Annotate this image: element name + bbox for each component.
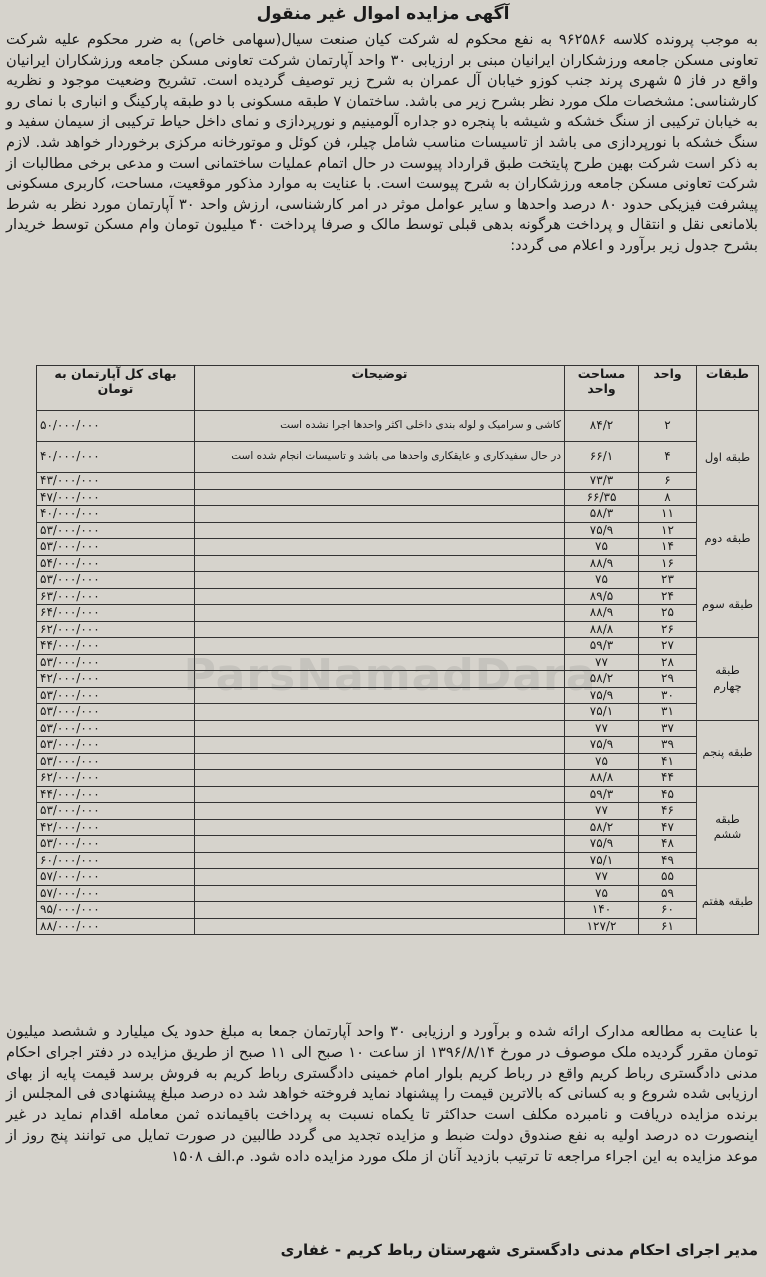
header-unit: واحد — [639, 366, 697, 411]
unit-area: ۷۷ — [565, 654, 639, 671]
unit-area: ۷۵/۱ — [565, 852, 639, 869]
unit-description — [195, 852, 565, 869]
unit-description — [195, 489, 565, 506]
unit-number: ۴۶ — [639, 803, 697, 820]
unit-number: ۳۷ — [639, 720, 697, 737]
table-row — [37, 753, 759, 770]
table-row — [37, 572, 759, 589]
unit-number: ۱۶ — [639, 555, 697, 572]
unit-description — [195, 687, 565, 704]
unit-area: ۸۸/۹ — [565, 605, 639, 622]
table-row — [37, 654, 759, 671]
floor-label: طبقه چهارم — [697, 638, 759, 721]
table-row — [37, 803, 759, 820]
unit-price: ۵۳/۰۰۰/۰۰۰ — [37, 803, 195, 820]
table-row — [37, 411, 759, 442]
table-row — [37, 852, 759, 869]
unit-description — [195, 555, 565, 572]
header-price: بهای کل آپارتمان به تومان — [37, 366, 195, 411]
closing-paragraph: با عنایت به مطالعه مدارک ارائه شده و برآورد و ارزیابی ۳۰ واحد آپارتمان جمعا به مبلغ حدود یک میلیارد و ششصد میلیون تومان مقرر گردیده ملک موصوف در مورخ ۱۳۹۶/۸/۱۴ از ساعت ۱۰ صبح الی ۱۱ صبح از طریق مزایده در دفتر اجرای احکام مدنی دادگستری رباط کریم واقع در رباط کریم بلوار امام خمینی دادگستری رباط کریم به فروش برسد قیمت پایه از بهای ارزیابی شده شروع و به کسانی که بالاترین قیمت را پیشنهاد نماید فروخته خواهد شد ده درصد مبلغ پیشنهادی فی المجلس از برنده مزایده دریافت و نامبرده مکلف است حداکثر تا یکماه نسبت به پرداخت باقیمانده ثمن معامله اقدام نماید در غیر اینصورت ده درصد اولیه به نفع صندوق دولت ضبط و مزایده تجدید می گردد طالبین در صورت تمایل می توانند پنج روز از موعد مزایده به این اجراء مراجعه تا ترتیب بازدید آنان از ملک مورد مزایده داده شود. م.الف ۱۵۰۸ — [6, 1023, 759, 1165]
unit-number: ۵۵ — [639, 869, 697, 886]
unit-number: ۴۴ — [639, 770, 697, 787]
unit-number: ۳۰ — [639, 687, 697, 704]
unit-description — [195, 819, 565, 836]
unit-description — [195, 588, 565, 605]
watermark-text: ParsNamadDara — [183, 650, 597, 701]
unit-area: ۵۹/۳ — [565, 786, 639, 803]
unit-number: ۵۹ — [639, 885, 697, 902]
unit-price: ۵۴/۰۰۰/۰۰۰ — [37, 555, 195, 572]
header-desc: توضیحات — [195, 366, 565, 411]
unit-description — [195, 918, 565, 935]
unit-price: ۵۷/۰۰۰/۰۰۰ — [37, 869, 195, 886]
unit-area: ۱۴۰ — [565, 902, 639, 919]
unit-description — [195, 506, 565, 523]
table-header-row — [37, 366, 759, 411]
floor-label: طبقه اول — [697, 411, 759, 506]
unit-description — [195, 539, 565, 556]
unit-number: ۶۰ — [639, 902, 697, 919]
unit-number: ۶۱ — [639, 918, 697, 935]
unit-area: ۷۵/۱ — [565, 704, 639, 721]
unit-number: ۲۴ — [639, 588, 697, 605]
unit-description — [195, 704, 565, 721]
table-row — [37, 704, 759, 721]
unit-price: ۴۴/۰۰۰/۰۰۰ — [37, 786, 195, 803]
table-body — [37, 411, 759, 935]
table-row — [37, 902, 759, 919]
unit-description — [195, 654, 565, 671]
table-row — [37, 539, 759, 556]
unit-area: ۸۴/۲ — [565, 411, 639, 442]
unit-price: ۸۸/۰۰۰/۰۰۰ — [37, 918, 195, 935]
unit-area: ۷۵ — [565, 539, 639, 556]
signature-line: مدیر اجرای احکام مدنی دادگستری شهرستان رباط کریم - غفاری — [280, 1241, 758, 1259]
floor-label: طبقه پنجم — [697, 720, 759, 786]
unit-description — [195, 803, 565, 820]
unit-description: در حال سفیدکاری و عایقکاری واحدها می باشد و تاسیسات انجام شده است — [195, 442, 565, 473]
unit-price: ۶۲/۰۰۰/۰۰۰ — [37, 621, 195, 638]
unit-description — [195, 770, 565, 787]
unit-price: ۵۳/۰۰۰/۰۰۰ — [37, 753, 195, 770]
unit-price: ۵۰/۰۰۰/۰۰۰ — [37, 411, 195, 442]
unit-price: ۵۳/۰۰۰/۰۰۰ — [37, 572, 195, 589]
table-row — [37, 489, 759, 506]
unit-price: ۴۴/۰۰۰/۰۰۰ — [37, 638, 195, 655]
table-row — [37, 555, 759, 572]
table-row — [37, 638, 759, 655]
unit-description — [195, 786, 565, 803]
unit-description — [195, 671, 565, 688]
unit-area: ۵۹/۳ — [565, 638, 639, 655]
unit-area: ۸۸/۸ — [565, 621, 639, 638]
unit-area: ۶۶/۳۵ — [565, 489, 639, 506]
floor-label: طبقه هفتم — [697, 869, 759, 935]
unit-price: ۴۷/۰۰۰/۰۰۰ — [37, 489, 195, 506]
table-row — [37, 506, 759, 523]
unit-number: ۲ — [639, 411, 697, 442]
unit-area: ۸۸/۸ — [565, 770, 639, 787]
floor-label: طبقه دوم — [697, 506, 759, 572]
unit-number: ۴۸ — [639, 836, 697, 853]
unit-number: ۴۵ — [639, 786, 697, 803]
floor-label: طبقه ششم — [697, 786, 759, 869]
unit-number: ۴ — [639, 442, 697, 473]
header-area: مساحت واحد — [565, 366, 639, 411]
unit-price: ۵۳/۰۰۰/۰۰۰ — [37, 522, 195, 539]
unit-price: ۵۳/۰۰۰/۰۰۰ — [37, 687, 195, 704]
unit-description — [195, 885, 565, 902]
table-row — [37, 473, 759, 490]
unit-description — [195, 836, 565, 853]
unit-number: ۲۷ — [639, 638, 697, 655]
unit-description — [195, 902, 565, 919]
unit-area: ۷۳/۳ — [565, 473, 639, 490]
table-row — [37, 588, 759, 605]
table-row — [37, 621, 759, 638]
unit-area: ۵۸/۲ — [565, 671, 639, 688]
unit-price: ۶۴/۰۰۰/۰۰۰ — [37, 605, 195, 622]
table-row — [37, 671, 759, 688]
unit-price: ۴۳/۰۰۰/۰۰۰ — [37, 473, 195, 490]
unit-description — [195, 720, 565, 737]
unit-price: ۵۳/۰۰۰/۰۰۰ — [37, 737, 195, 754]
unit-area: ۷۷ — [565, 720, 639, 737]
unit-area: ۷۷ — [565, 803, 639, 820]
table-row — [37, 836, 759, 853]
unit-price: ۴۲/۰۰۰/۰۰۰ — [37, 819, 195, 836]
unit-description — [195, 621, 565, 638]
unit-area: ۷۵/۹ — [565, 522, 639, 539]
unit-price: ۶۳/۰۰۰/۰۰۰ — [37, 588, 195, 605]
table-row — [37, 885, 759, 902]
unit-number: ۸ — [639, 489, 697, 506]
intro-paragraph: به موجب پرونده کلاسه ۹۶۲۵۸۶ به نفع محکوم له شرکت کیان صنعت سیال(سهامی خاص) به ضرر محکوم علیه شرکت تعاونی مسکن جامعه ورزشکاران ایرانیان مبنی بر ارزیابی ۳۰ واحد آپارتمان شرکت تعاونی مسکن جامعه ورزشکاران ایرانیان واقع در فاز ۵ شهری پرند جنب کوزو خیابان آل عمران به شرح زیر توصیف گردیده است. تشریح وضعیت موجود و نظریه کارشناسی: مشخصات ملک مورد نظر بشرح زیر می باشد. ساختمان ۷ طبقه مسکونی با دو طبقه پارکینگ و انباری با نمای رو به خیابان ترکیبی از سنگ خشکه و شیشه با پنجره دو جداره آلومینیم و نورپردازی و نمای داخل حیاط ترکیبی از سیمان سفید و سنگ خشکه با نورپردازی می باشد از تاسیسات مناسب شامل چیلر، فن کوئل و موتورخانه مرکزی برخوردار خواهد شد. لازم به ذکر است شرکت بهین طرح پایتخت طبق قرارداد پیوست در حال اتمام عملیات ساختمانی است و مدعی برخی مطالبات از شرکت تعاونی مسکن جامعه ورزشکاران به شرح پیوست است. با عنایت به موارد مذکور موقعیت، مساحت، کاربری مسکونی پیشرفت فیزیکی حدود ۸۰ درصد واحدها و سایر عوامل موثر در امر کارشناسی، ارزش واحد ۳۰ آپارتمان مورد نظر به شرط بلامانعی نقل و انتقال و پرداخت هرگونه بدهی قبلی توسط مالک و صرفا پرداخت ۴۰ میلیون تومان وام مسکن توسط خریدار بشرح جدول زیر برآورد و اعلام می گردد: — [6, 31, 759, 254]
unit-area: ۸۸/۹ — [565, 555, 639, 572]
unit-price: ۵۳/۰۰۰/۰۰۰ — [37, 836, 195, 853]
unit-description — [195, 473, 565, 490]
unit-number: ۱۴ — [639, 539, 697, 556]
unit-price: ۶۲/۰۰۰/۰۰۰ — [37, 770, 195, 787]
unit-description — [195, 638, 565, 655]
unit-number: ۱۱ — [639, 506, 697, 523]
unit-area: ۷۵ — [565, 753, 639, 770]
unit-area: ۱۲۷/۲ — [565, 918, 639, 935]
apartments-table — [36, 365, 759, 935]
unit-price: ۴۰/۰۰۰/۰۰۰ — [37, 506, 195, 523]
unit-area: ۷۵ — [565, 885, 639, 902]
table-row — [37, 786, 759, 803]
table-row — [37, 442, 759, 473]
table-row — [37, 770, 759, 787]
unit-price: ۵۷/۰۰۰/۰۰۰ — [37, 885, 195, 902]
unit-area: ۷۵/۹ — [565, 687, 639, 704]
unit-description — [195, 605, 565, 622]
unit-description — [195, 753, 565, 770]
unit-description — [195, 572, 565, 589]
unit-price: ۵۳/۰۰۰/۰۰۰ — [37, 720, 195, 737]
unit-number: ۴۱ — [639, 753, 697, 770]
unit-area: ۷۵/۹ — [565, 836, 639, 853]
unit-number: ۴۷ — [639, 819, 697, 836]
unit-number: ۳۱ — [639, 704, 697, 721]
table-row — [37, 522, 759, 539]
unit-number: ۱۲ — [639, 522, 697, 539]
unit-description: کاشی و سرامیک و لوله بندی داخلی اکثر واحدها اجرا نشده است — [195, 411, 565, 442]
header-floor: طبقات — [697, 366, 759, 411]
unit-area: ۷۵/۹ — [565, 737, 639, 754]
floor-label: طبقه سوم — [697, 572, 759, 638]
unit-number: ۴۹ — [639, 852, 697, 869]
unit-area: ۷۷ — [565, 869, 639, 886]
unit-area: ۵۸/۳ — [565, 506, 639, 523]
unit-number: ۲۶ — [639, 621, 697, 638]
unit-description — [195, 869, 565, 886]
unit-number: ۳۹ — [639, 737, 697, 754]
unit-price: ۴۰/۰۰۰/۰۰۰ — [37, 442, 195, 473]
unit-number: ۲۹ — [639, 671, 697, 688]
unit-area: ۵۸/۲ — [565, 819, 639, 836]
unit-description — [195, 522, 565, 539]
unit-price: ۹۵/۰۰۰/۰۰۰ — [37, 902, 195, 919]
unit-area: ۶۶/۱ — [565, 442, 639, 473]
table-row — [37, 869, 759, 886]
unit-area: ۷۵ — [565, 572, 639, 589]
unit-price: ۵۳/۰۰۰/۰۰۰ — [37, 704, 195, 721]
table-row — [37, 720, 759, 737]
unit-area: ۸۹/۵ — [565, 588, 639, 605]
unit-price: ۵۳/۰۰۰/۰۰۰ — [37, 539, 195, 556]
unit-number: ۲۸ — [639, 654, 697, 671]
table-row — [37, 737, 759, 754]
table-row — [37, 918, 759, 935]
unit-number: ۶ — [639, 473, 697, 490]
table-row — [37, 605, 759, 622]
unit-price: ۵۳/۰۰۰/۰۰۰ — [37, 654, 195, 671]
unit-price: ۴۲/۰۰۰/۰۰۰ — [37, 671, 195, 688]
unit-price: ۶۰/۰۰۰/۰۰۰ — [37, 852, 195, 869]
unit-description — [195, 737, 565, 754]
unit-number: ۲۳ — [639, 572, 697, 589]
notice-title: آگهی مزایده اموال غیر منقول — [256, 4, 510, 24]
unit-number: ۲۵ — [639, 605, 697, 622]
table-row — [37, 687, 759, 704]
table-row — [37, 819, 759, 836]
